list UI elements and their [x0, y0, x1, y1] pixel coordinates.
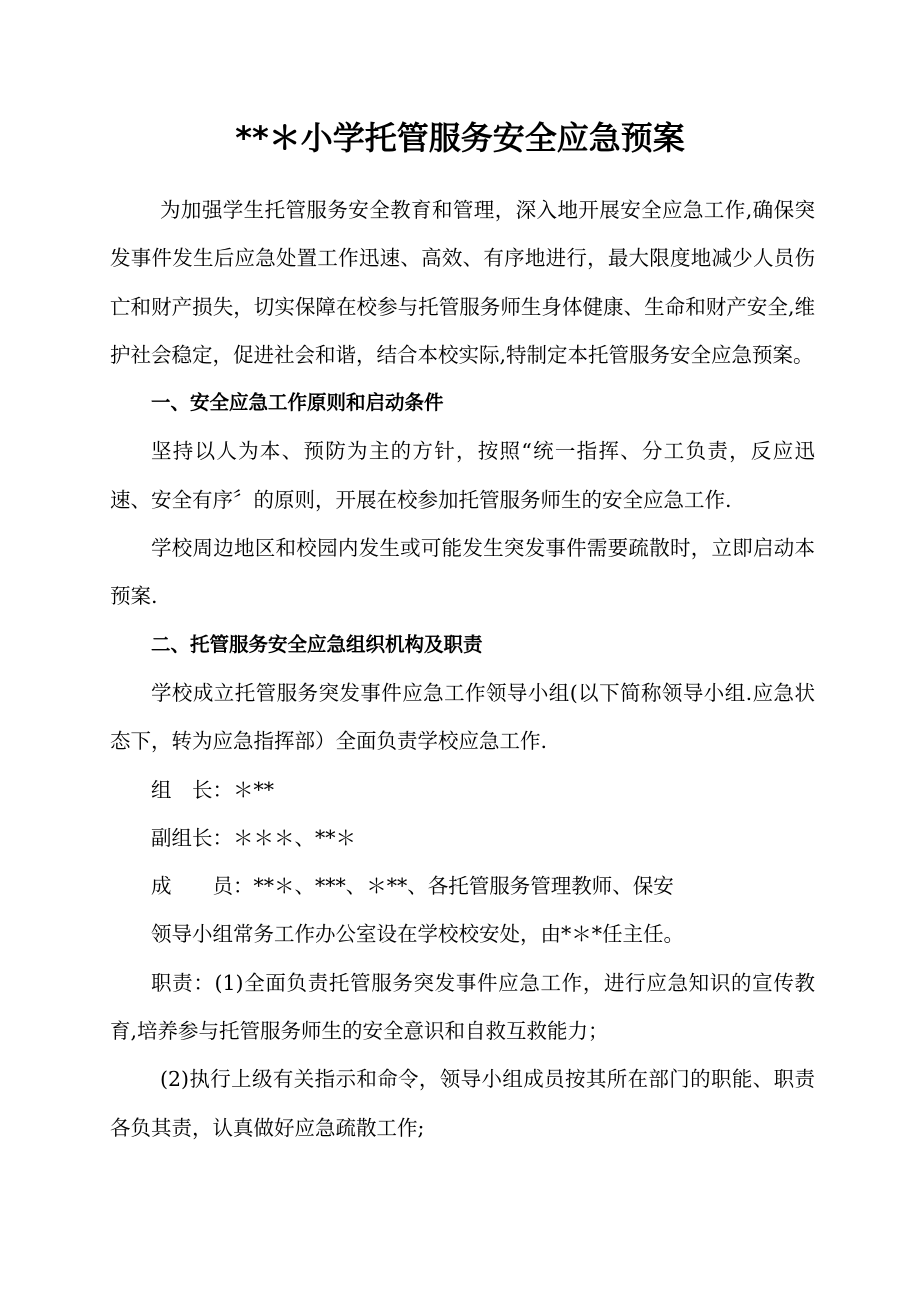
section-heading-1: 一、安全应急工作原则和启动条件: [151, 391, 444, 415]
document-body: [110, 186, 815, 1152]
start-condition-paragraph: 学校周边地区和校园内发生或可能发生突发事件需要疏散时，立即启动本预案.: [110, 536, 815, 609]
leader-line: 组 长：＊**: [151, 777, 274, 802]
principle-paragraph: 坚持以人为本、预防为主的方针，按照“统一指挥、分工负责，反应迅速、安全有序〞的原则，开展在校参加托管服务师生的安全应急工作.: [110, 439, 815, 512]
section-heading-2: 二、托管服务安全应急组织机构及职责: [151, 632, 483, 656]
office-line: 领导小组常务工作办公室设在学校校安处，由*＊*任主任。: [151, 922, 684, 947]
org-setup-paragraph: 学校成立托管服务突发事件应急工作领导小组(以下简称领导小组.应急状态下，转为应急指挥部）全面负责学校应急工作.: [110, 680, 815, 754]
deputy-line: 副组长：＊＊＊、**＊: [151, 825, 356, 850]
duty-1-paragraph: 职责：(1)全面负责托管服务突发事件应急工作，进行应急知识的宣传教育,培养参与托管服务师生的安全意识和自救互救能力；: [110, 970, 815, 1044]
members-line: 成 员：**＊、***、＊**、各托管服务管理教师、保安: [151, 874, 674, 899]
document-title: **＊小学托管服务安全应急预案: [235, 119, 685, 157]
duty-2-paragraph: (2)执行上级有关指示和命令，领导小组成员按其所在部门的职能、职责各负其责，认真做好应急疏散工作;: [110, 1067, 815, 1140]
intro-paragraph: 为加强学生托管服务安全教育和管理，深入地开展安全应急工作,确保突发事件发生后应急处置工作迅速、高效、有序地进行，最大限度地减少人员伤亡和财产损失，切实保障在校参与托管服务师生身体健康、生命和财产安全,维护社会稳定，促进社会和谐，结合本校实际,特制定本托管服务安全应急预案。: [110, 198, 815, 367]
